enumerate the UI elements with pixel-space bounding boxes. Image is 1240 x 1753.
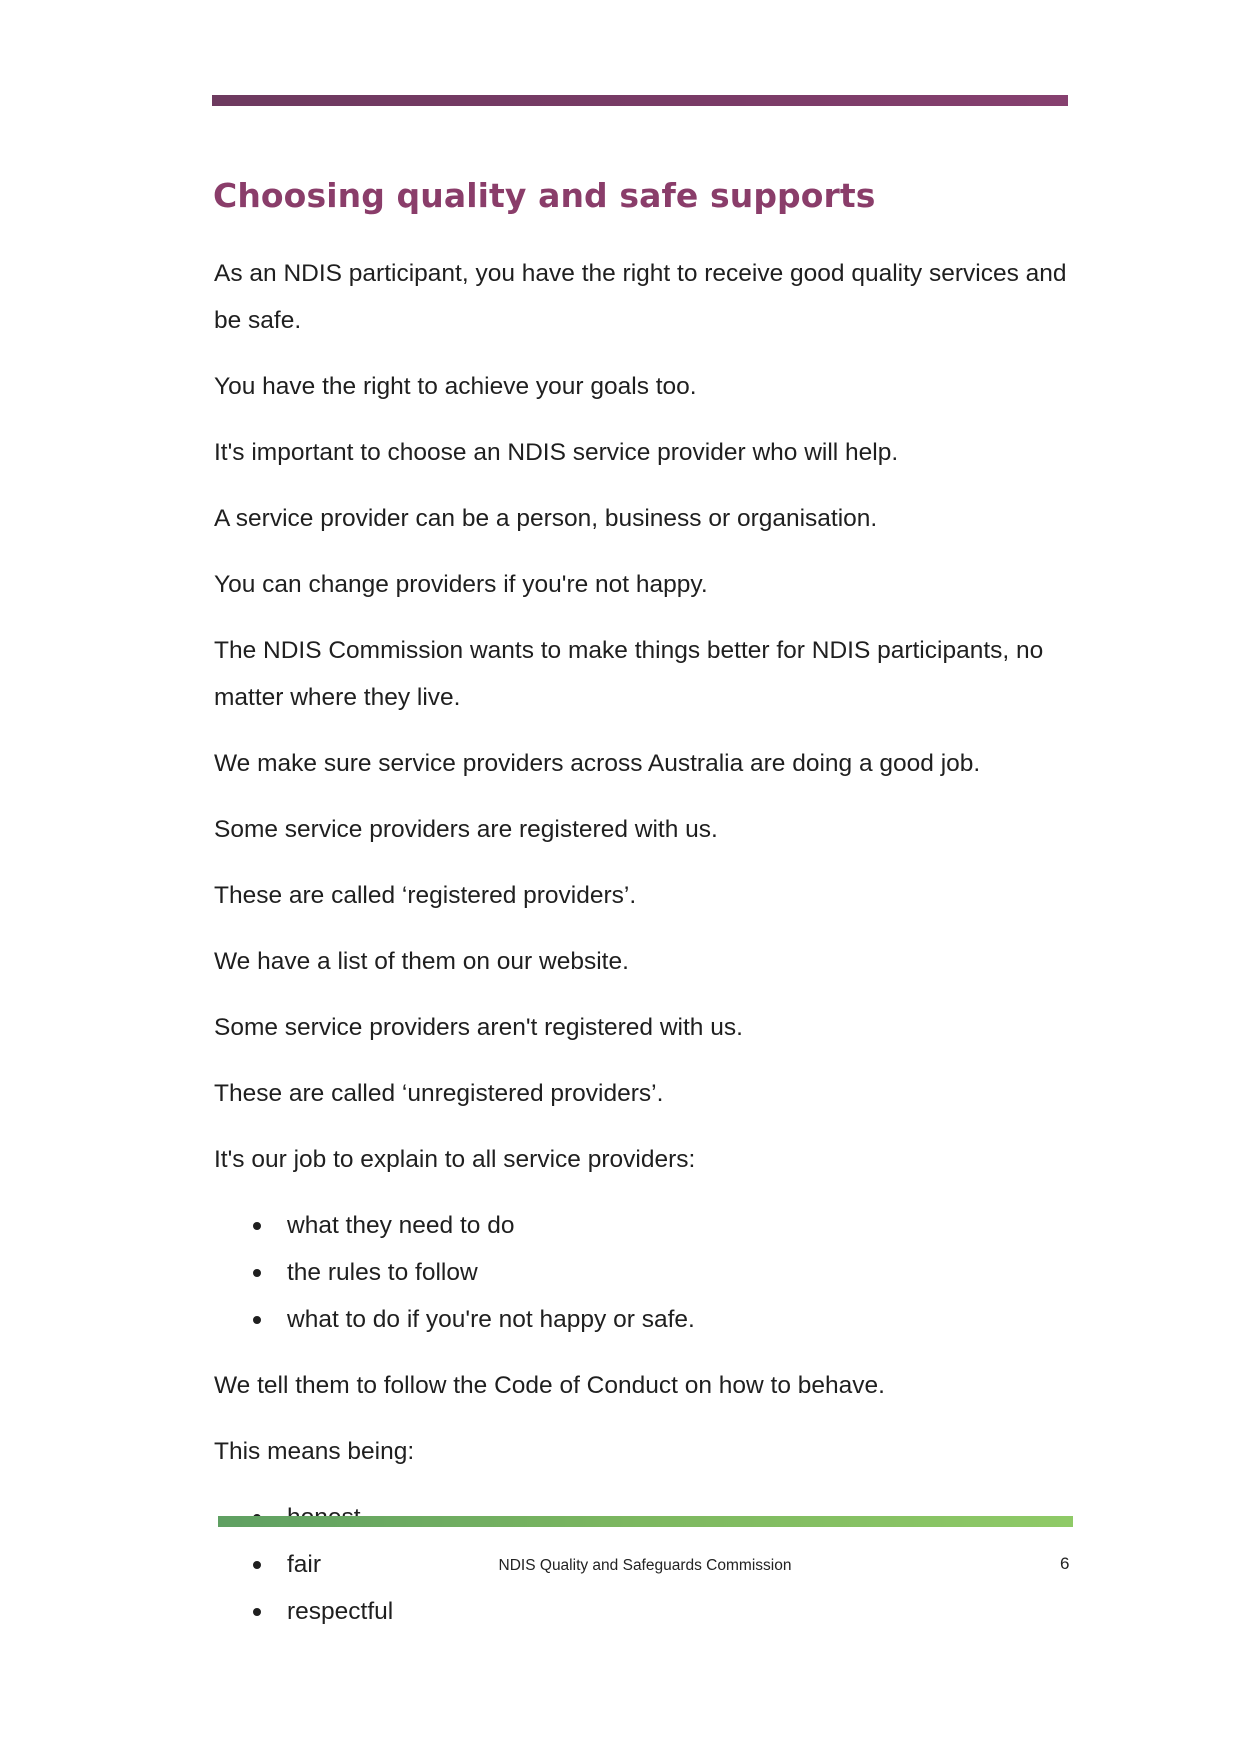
- list-item-text: what to do if you're not happy or safe.: [287, 1306, 695, 1333]
- bullet-icon: [253, 1269, 261, 1277]
- bullet-icon: [253, 1316, 261, 1324]
- list-item: [214, 1588, 1074, 1635]
- list-item: [214, 1202, 1074, 1249]
- page-title: Choosing quality and safe supports: [213, 176, 876, 215]
- provider-duties-list: [214, 1202, 1074, 1343]
- list-item-text: the rules to follow: [287, 1259, 478, 1286]
- paragraph: You have the right to achieve your goals too.: [214, 373, 697, 400]
- paragraph: It's our job to explain to all service providers:: [214, 1146, 696, 1173]
- footer-organisation: NDIS Quality and Safeguards Commission: [498, 1557, 792, 1574]
- paragraph: We make sure service providers across Australia are doing a good job.: [214, 750, 981, 777]
- list-item: [214, 1296, 1074, 1343]
- list-item: [214, 1249, 1074, 1296]
- list-item-text: respectful: [287, 1598, 394, 1625]
- paragraph: A service provider can be a person, business or organisation.: [214, 505, 878, 532]
- list-item-text: what they need to do: [287, 1212, 515, 1239]
- paragraph: You can change providers if you're not happy.: [214, 571, 708, 598]
- bullet-icon: [253, 1608, 261, 1616]
- page-number: 6: [1060, 1554, 1070, 1573]
- footer-rule: [218, 1516, 1073, 1527]
- paragraph: Some service providers aren't registered with us.: [214, 1014, 743, 1041]
- header-rule: [212, 95, 1068, 106]
- paragraph: It's important to choose an NDIS service provider who will help.: [214, 439, 899, 466]
- paragraph: These are called ‘unregistered providers’.: [214, 1080, 664, 1107]
- bullet-icon: [253, 1222, 261, 1230]
- paragraph: Some service providers are registered with us.: [214, 816, 718, 843]
- paragraph: These are called ‘registered providers’.: [214, 882, 637, 909]
- paragraph: This means being:: [214, 1438, 415, 1465]
- paragraph: We tell them to follow the Code of Conduct on how to behave.: [214, 1372, 885, 1399]
- list-item-text: fair: [287, 1551, 322, 1578]
- paragraph: We have a list of them on our website.: [214, 948, 629, 975]
- paragraph: As an NDIS participant, you have the right to receive good quality services and be safe.: [214, 260, 1067, 334]
- paragraph: The NDIS Commission wants to make things better for NDIS participants, no matter where they live.: [214, 637, 1044, 711]
- body-content: [214, 250, 1074, 1654]
